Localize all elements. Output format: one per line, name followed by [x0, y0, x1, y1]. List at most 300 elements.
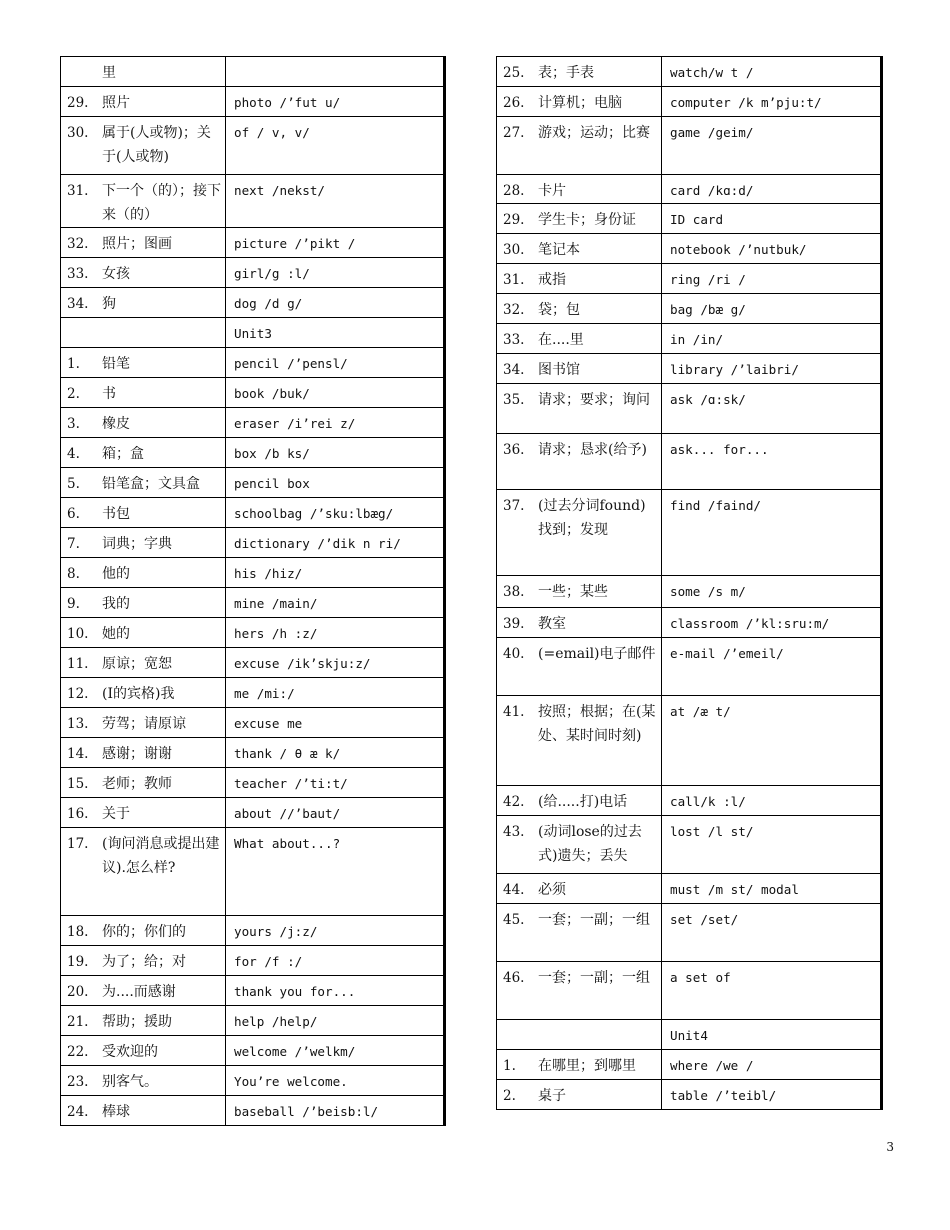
chinese-meaning: 老师；教师 — [102, 776, 172, 792]
chinese-meaning-cell — [61, 678, 226, 708]
entry-number: 38. — [503, 584, 525, 600]
chinese-meaning-cell — [61, 528, 226, 558]
entry-number: 6. — [67, 506, 80, 522]
vocab-row — [61, 916, 444, 946]
chinese-meaning: 卡片 — [538, 183, 566, 199]
english-word: baseball /’beisb:l/ — [234, 1104, 379, 1119]
entry-number: 16. — [67, 806, 89, 822]
english-word: bag /bæ g/ — [670, 302, 746, 317]
vocab-row — [497, 816, 881, 874]
entry-number: 1. — [67, 356, 80, 372]
chinese-meaning: 戒指 — [538, 272, 566, 288]
english-word: where /we / — [670, 1058, 754, 1073]
english-word: set /set/ — [670, 912, 739, 927]
chinese-meaning-cell — [497, 87, 662, 117]
english-word: e-mail /’emeil/ — [670, 646, 784, 661]
vocab-row — [61, 288, 444, 318]
chinese-meaning-cell — [497, 786, 662, 816]
chinese-meaning-cell — [497, 234, 662, 264]
chinese-meaning-cell — [497, 576, 662, 608]
vocab-row — [497, 786, 881, 816]
vocabulary-table-left — [60, 56, 444, 1126]
english-word: library /’laibri/ — [670, 362, 799, 377]
entry-number: 45. — [503, 912, 525, 928]
entry-number: 42. — [503, 794, 525, 810]
chinese-meaning-cell — [497, 324, 662, 354]
chinese-meaning-cell — [61, 1096, 226, 1126]
chinese-meaning-cell — [497, 204, 662, 234]
chinese-meaning-cell — [497, 816, 662, 874]
english-word-cell — [226, 1006, 444, 1036]
entry-number: 39. — [503, 616, 525, 632]
english-word — [226, 57, 443, 63]
entry-number: 32. — [503, 302, 525, 318]
english-word: notebook /’nutbuk/ — [670, 242, 807, 257]
chinese-meaning: 为了；给；对 — [102, 954, 186, 970]
chinese-meaning: 我的 — [102, 596, 130, 612]
vocab-row — [497, 264, 881, 294]
english-word-cell — [226, 738, 444, 768]
entry-number: 19. — [67, 954, 89, 970]
english-word: pencil /’pensl/ — [234, 356, 348, 371]
entry-number: 9. — [67, 596, 80, 612]
entry-number: 34. — [503, 362, 525, 378]
english-word-cell — [662, 117, 881, 175]
english-word-cell — [226, 438, 444, 468]
english-word: box /b ks/ — [234, 446, 310, 461]
vocab-row — [61, 1096, 444, 1126]
vocab-row — [61, 438, 444, 468]
english-word-cell — [226, 916, 444, 946]
chinese-meaning-cell — [61, 258, 226, 288]
english-word-cell — [662, 264, 881, 294]
chinese-meaning: 受欢迎的 — [102, 1044, 158, 1060]
chinese-meaning: (动词lose的过去式)遗失；丢失 — [538, 824, 642, 864]
english-word: ask /ɑ:sk/ — [670, 392, 746, 407]
entry-number: 18. — [67, 924, 89, 940]
chinese-meaning: 请求；要求；询问 — [538, 392, 650, 408]
english-word: a set of — [670, 970, 731, 985]
chinese-meaning: 笔记本 — [538, 242, 580, 258]
chinese-meaning-cell — [61, 768, 226, 798]
chinese-meaning: 一些；某些 — [538, 584, 608, 600]
english-word-cell — [662, 1080, 881, 1110]
entry-number: 12. — [67, 686, 89, 702]
vocab-row — [497, 324, 881, 354]
entry-number: 4. — [67, 446, 80, 462]
english-word: call/k :l/ — [670, 794, 746, 809]
chinese-meaning: 女孩 — [102, 266, 130, 282]
vocab-row — [61, 87, 444, 117]
english-word: his /hiz/ — [234, 566, 303, 581]
english-word-cell — [226, 708, 444, 738]
vocab-row — [497, 1020, 881, 1050]
chinese-meaning: 按照；根据；在(某处、某时间时刻) — [538, 704, 656, 744]
english-word-cell — [662, 1020, 881, 1050]
english-word-cell — [226, 1096, 444, 1126]
page-number: 3 — [886, 1140, 894, 1154]
entry-number: 15. — [67, 776, 89, 792]
chinese-meaning-cell — [61, 916, 226, 946]
entry-number: 31. — [67, 183, 89, 199]
chinese-meaning: 他的 — [102, 566, 130, 582]
chinese-meaning-cell — [61, 618, 226, 648]
english-word: at /æ t/ — [670, 704, 731, 719]
chinese-meaning: 学生卡；身份证 — [538, 212, 636, 228]
entry-number: 31. — [503, 272, 525, 288]
english-word-cell — [226, 558, 444, 588]
english-word-cell — [226, 258, 444, 288]
chinese-meaning: (过去分词found)找到；发现 — [538, 498, 646, 538]
english-word-cell — [226, 117, 444, 175]
vocab-row — [61, 1066, 444, 1096]
english-word-cell — [662, 638, 881, 696]
chinese-meaning-cell — [497, 874, 662, 904]
chinese-meaning: 一套；一副；一组 — [538, 970, 650, 986]
english-word-cell — [226, 678, 444, 708]
vocab-row — [61, 117, 444, 175]
chinese-meaning-cell — [497, 294, 662, 324]
english-word-cell — [662, 904, 881, 962]
chinese-meaning-cell — [497, 117, 662, 175]
entry-number: 35. — [503, 392, 525, 408]
chinese-meaning: 照片；图画 — [102, 236, 172, 252]
chinese-meaning-cell — [497, 1050, 662, 1080]
chinese-meaning: 一套；一副；一组 — [538, 912, 650, 928]
chinese-meaning-cell — [61, 976, 226, 1006]
chinese-meaning: 桌子 — [538, 1088, 566, 1104]
vocab-row — [61, 798, 444, 828]
chinese-meaning-cell — [61, 87, 226, 117]
chinese-meaning: 表；手表 — [538, 65, 594, 81]
english-word-cell — [226, 1036, 444, 1066]
english-word: in /in/ — [670, 332, 724, 347]
chinese-meaning: 照片 — [102, 95, 130, 111]
english-word: thank you for... — [234, 984, 356, 999]
vocab-row — [61, 708, 444, 738]
english-word-cell — [662, 1050, 881, 1080]
chinese-meaning: 必须 — [538, 882, 566, 898]
chinese-meaning-cell — [61, 828, 226, 916]
chinese-meaning: 别客气。 — [102, 1074, 158, 1090]
english-word-cell — [226, 408, 444, 438]
vocab-row — [497, 234, 881, 264]
chinese-meaning-cell — [61, 468, 226, 498]
vocab-row — [61, 738, 444, 768]
entry-number: 20. — [67, 984, 89, 1000]
chinese-meaning-cell — [61, 117, 226, 175]
entry-number: 30. — [503, 242, 525, 258]
chinese-meaning: 请求；恳求(给予) — [538, 442, 647, 458]
vocab-row — [61, 378, 444, 408]
entry-number: 25. — [503, 65, 525, 81]
chinese-meaning: 教室 — [538, 616, 566, 632]
english-word: me /mi:/ — [234, 686, 295, 701]
english-word-cell — [662, 294, 881, 324]
chinese-meaning: 箱；盒 — [102, 446, 144, 462]
english-word: ring /ri / — [670, 272, 746, 287]
chinese-meaning-cell — [61, 57, 226, 87]
entry-number: 29. — [67, 95, 89, 111]
english-word: excuse me — [234, 716, 303, 731]
english-word: about //’baut/ — [234, 806, 341, 821]
english-word-cell — [662, 962, 881, 1020]
vocab-row — [61, 468, 444, 498]
english-word: classroom /’kl:sru:m/ — [670, 616, 830, 631]
chinese-meaning: (I的宾格)我 — [102, 686, 175, 702]
english-word: picture /’pikt / — [234, 236, 356, 251]
english-word-cell — [662, 490, 881, 576]
entry-number: 5. — [67, 476, 80, 492]
english-word: Unit3 — [234, 326, 272, 341]
chinese-meaning-cell — [61, 946, 226, 976]
english-word-cell — [226, 288, 444, 318]
vocab-row — [61, 498, 444, 528]
english-word-cell — [662, 87, 881, 117]
english-word: eraser /i’rei z/ — [234, 416, 356, 431]
entry-number: 21. — [67, 1014, 89, 1030]
english-word-cell — [226, 648, 444, 678]
chinese-meaning-cell — [61, 175, 226, 228]
chinese-meaning: 游戏；运动；比赛 — [538, 125, 650, 141]
english-word: table /’teibl/ — [670, 1088, 777, 1103]
chinese-meaning: 词典；字典 — [102, 536, 172, 552]
chinese-meaning: 书 — [102, 386, 116, 402]
entry-number: 41. — [503, 704, 525, 720]
english-word: schoolbag /’sku:lbæg/ — [234, 506, 394, 521]
entry-number: 29. — [503, 212, 525, 228]
english-word-cell — [662, 816, 881, 874]
vocab-row — [61, 348, 444, 378]
english-word: excuse /ik’skju:z/ — [234, 656, 371, 671]
english-word: photo /’fut u/ — [234, 95, 341, 110]
chinese-meaning: 铅笔盒；文具盒 — [102, 476, 200, 492]
entry-number: 1. — [503, 1058, 516, 1074]
english-word-cell — [226, 588, 444, 618]
vocab-row — [497, 204, 881, 234]
vocab-row — [497, 354, 881, 384]
vocab-row — [61, 175, 444, 228]
vocab-row — [61, 408, 444, 438]
english-word-cell — [226, 87, 444, 117]
english-word-cell — [662, 384, 881, 434]
chinese-meaning-cell — [497, 638, 662, 696]
chinese-meaning-cell — [61, 1036, 226, 1066]
english-word: must /m st/ modal — [670, 882, 799, 897]
entry-number: 8. — [67, 566, 80, 582]
vocab-row — [61, 768, 444, 798]
chinese-meaning-cell — [497, 384, 662, 434]
entry-number: 22. — [67, 1044, 89, 1060]
chinese-meaning: 棒球 — [102, 1104, 130, 1120]
english-word: You’re welcome. — [234, 1074, 348, 1089]
english-word-cell — [662, 874, 881, 904]
english-word: Unit4 — [670, 1028, 708, 1043]
chinese-meaning-cell — [497, 904, 662, 962]
english-word: find /faind/ — [670, 498, 761, 513]
entry-number: 7. — [67, 536, 80, 552]
english-word: help /help/ — [234, 1014, 318, 1029]
entry-number: 36. — [503, 442, 525, 458]
entry-number: 14. — [67, 746, 89, 762]
english-word: yours /j:z/ — [234, 924, 318, 939]
chinese-meaning-cell — [497, 354, 662, 384]
vocab-row — [61, 57, 444, 87]
entry-number: 27. — [503, 125, 525, 141]
chinese-meaning-cell — [61, 318, 226, 348]
vocab-row — [61, 828, 444, 916]
english-word: for /f :/ — [234, 954, 303, 969]
vocab-row — [61, 228, 444, 258]
chinese-meaning: 袋；包 — [538, 302, 580, 318]
entry-number: 17. — [67, 836, 89, 852]
chinese-meaning: 她的 — [102, 626, 130, 642]
chinese-meaning-cell — [61, 1066, 226, 1096]
chinese-meaning: 书包 — [102, 506, 130, 522]
vocab-row — [497, 874, 881, 904]
english-word-cell — [226, 618, 444, 648]
english-word-cell — [226, 976, 444, 1006]
vocab-row — [497, 1050, 881, 1080]
chinese-meaning: 关于 — [102, 806, 130, 822]
vocab-row — [497, 434, 881, 490]
english-word-cell — [662, 786, 881, 816]
english-word-cell — [226, 768, 444, 798]
chinese-meaning: (询问消息或提出建议).怎么样? — [102, 836, 220, 876]
english-word: pencil box — [234, 476, 310, 491]
vocab-row — [497, 608, 881, 638]
chinese-meaning-cell — [61, 378, 226, 408]
english-word: game /geim/ — [670, 125, 754, 140]
chinese-meaning-cell — [61, 348, 226, 378]
entry-number: 2. — [503, 1088, 516, 1104]
vocab-row — [61, 528, 444, 558]
entry-number: 10. — [67, 626, 89, 642]
chinese-meaning: 你的；你们的 — [102, 924, 186, 940]
chinese-meaning-cell — [497, 175, 662, 204]
vocab-row — [497, 962, 881, 1020]
vocab-row — [61, 588, 444, 618]
chinese-meaning: 狗 — [102, 296, 116, 312]
entry-number: 28. — [503, 183, 525, 199]
vocab-row — [497, 638, 881, 696]
english-word-cell — [662, 696, 881, 786]
english-word: watch/w t / — [670, 65, 754, 80]
vocab-row — [61, 678, 444, 708]
vocab-row — [61, 258, 444, 288]
chinese-meaning: 橡皮 — [102, 416, 130, 432]
english-word-cell — [226, 57, 444, 87]
english-word-cell — [226, 468, 444, 498]
chinese-meaning-cell — [61, 228, 226, 258]
chinese-meaning-cell — [61, 738, 226, 768]
english-word: ask... for... — [670, 442, 769, 457]
vocab-row — [61, 618, 444, 648]
english-word: next /nekst/ — [234, 183, 325, 198]
english-word-cell — [662, 57, 881, 87]
chinese-meaning-cell — [61, 708, 226, 738]
entry-number: 34. — [67, 296, 89, 312]
chinese-meaning-cell — [61, 798, 226, 828]
chinese-meaning-cell — [61, 558, 226, 588]
entry-number: 46. — [503, 970, 525, 986]
vocab-row — [497, 294, 881, 324]
english-word: ID card — [670, 212, 724, 227]
english-word-cell — [662, 204, 881, 234]
english-word: girl/g :l/ — [234, 266, 310, 281]
english-word-cell — [662, 175, 881, 204]
chinese-meaning-cell — [497, 696, 662, 786]
entry-number: 40. — [503, 646, 525, 662]
vocab-row — [61, 648, 444, 678]
chinese-meaning-cell — [497, 1080, 662, 1110]
chinese-meaning: 帮助；援助 — [102, 1014, 172, 1030]
vocab-row — [497, 576, 881, 608]
chinese-meaning-cell — [61, 438, 226, 468]
chinese-meaning: 属于(人或物)；关于(人或物) — [102, 125, 211, 165]
chinese-meaning: 里 — [102, 65, 116, 81]
entry-number: 37. — [503, 498, 525, 514]
chinese-meaning-cell — [497, 1020, 662, 1050]
english-word-cell — [226, 378, 444, 408]
english-word-cell — [662, 354, 881, 384]
chinese-meaning: 原谅；宽恕 — [102, 656, 172, 672]
vocab-row — [497, 117, 881, 175]
vocab-row — [497, 87, 881, 117]
chinese-meaning-cell — [61, 408, 226, 438]
vocab-row — [61, 946, 444, 976]
english-word: lost /l st/ — [670, 824, 754, 839]
english-word: What about...? — [234, 836, 341, 851]
chinese-meaning: 下一个（的）；接下来（的） — [102, 183, 221, 223]
vocab-row — [497, 490, 881, 576]
chinese-meaning: 铅笔 — [102, 356, 130, 372]
chinese-meaning: 劳驾；请原谅 — [102, 716, 186, 732]
entry-number: 32. — [67, 236, 89, 252]
chinese-meaning: 在....里 — [538, 332, 584, 348]
chinese-meaning-cell — [61, 588, 226, 618]
vocab-row — [497, 904, 881, 962]
entry-number: 2. — [67, 386, 80, 402]
english-word-cell — [662, 434, 881, 490]
english-word: mine /main/ — [234, 596, 318, 611]
vocab-row — [61, 558, 444, 588]
english-word: thank / θ æ k/ — [234, 746, 341, 761]
chinese-meaning: 图书馆 — [538, 362, 580, 378]
english-word-cell — [226, 228, 444, 258]
vocab-row — [61, 976, 444, 1006]
english-word-cell — [662, 324, 881, 354]
english-word: book /buk/ — [234, 386, 310, 401]
chinese-meaning: 感谢；谢谢 — [102, 746, 172, 762]
chinese-meaning-cell — [497, 434, 662, 490]
chinese-meaning: (给.....打)电话 — [538, 794, 628, 810]
chinese-meaning-cell — [497, 490, 662, 576]
english-word-cell — [226, 798, 444, 828]
chinese-meaning-cell — [497, 962, 662, 1020]
entry-number: 13. — [67, 716, 89, 732]
chinese-meaning-cell — [497, 264, 662, 294]
chinese-meaning-cell — [61, 288, 226, 318]
chinese-meaning-cell — [497, 608, 662, 638]
chinese-meaning-cell — [61, 1006, 226, 1036]
vocab-row — [497, 175, 881, 204]
english-word-cell — [226, 175, 444, 228]
vocab-row — [497, 1080, 881, 1110]
english-word: computer /k m’pju:t/ — [670, 95, 822, 110]
english-word: card /kɑ:d/ — [670, 183, 754, 198]
english-word-cell — [226, 498, 444, 528]
